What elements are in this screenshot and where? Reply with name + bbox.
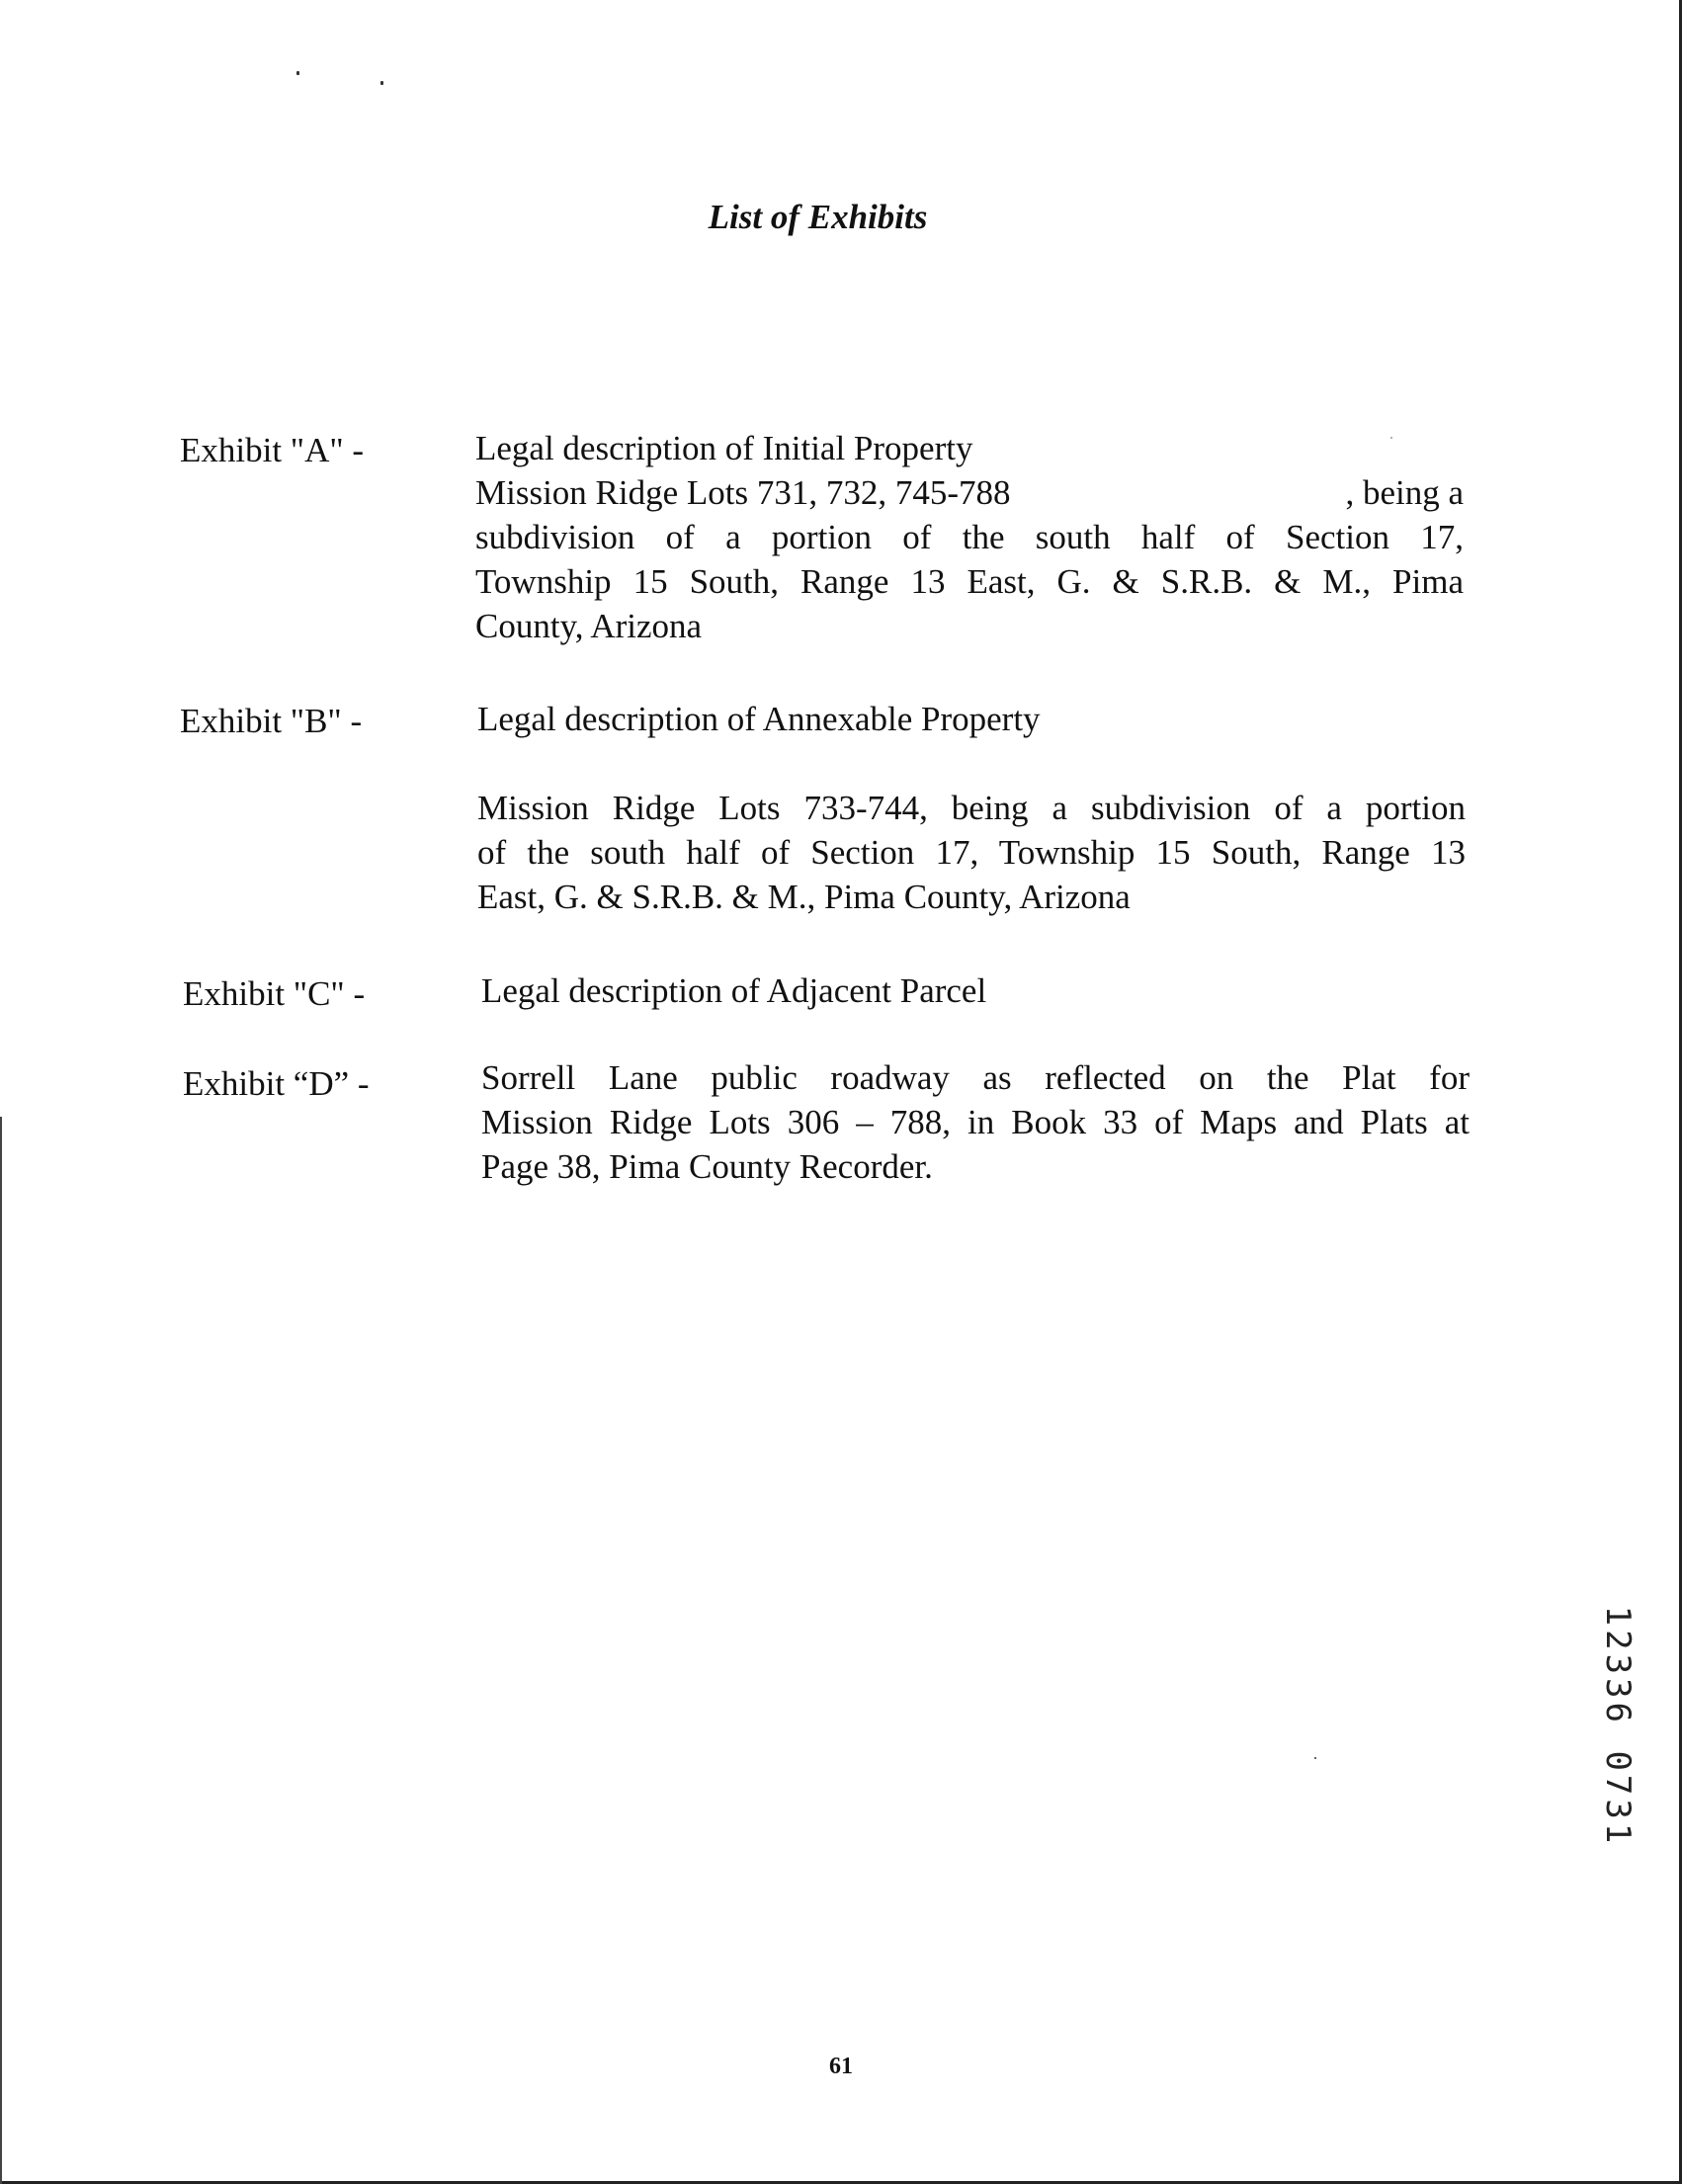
- exhibit-a-description: [475, 426, 1464, 648]
- exhibit-b-line-3: East, G. & S.R.B. & M., Pima County, Arizona: [477, 878, 1131, 916]
- scan-speck: [1314, 1757, 1316, 1759]
- exhibit-b-heading: Legal description of Annexable Property: [477, 700, 1041, 738]
- exhibit-a-being: , being a: [1345, 473, 1464, 512]
- recorder-stamp-number: 12336 0731: [1598, 1605, 1638, 1848]
- exhibit-a-line-3: Township 15 South, Range 13 East, G. & S.R.B. & M., Pima: [475, 562, 1464, 601]
- exhibit-d-line-3: Page 38, Pima County Recorder.: [481, 1147, 933, 1186]
- exhibit-a-label: Exhibit "A" -: [180, 431, 365, 469]
- exhibit-d-description: [481, 1055, 1470, 1189]
- exhibit-b-spacer: [477, 741, 1466, 786]
- scan-edge-mark: [0, 1117, 2, 2184]
- exhibit-c-heading: Legal description of Adjacent Parcel: [481, 971, 987, 1010]
- exhibit-a-line-2: subdivision of a portion of the south half of Section 17,: [475, 518, 1464, 556]
- exhibit-b-line-1: Mission Ridge Lots 733-744, being a subdivision of a portion: [477, 789, 1466, 827]
- exhibit-b-line-2: of the south half of Section 17, Township 15 South, Range 13: [477, 833, 1466, 872]
- exhibit-d-label: Exhibit “D” -: [183, 1064, 370, 1103]
- recorder-stamp: [1593, 1593, 1642, 1860]
- page-title: List of Exhibits: [708, 198, 928, 236]
- exhibit-a-line-1: [475, 470, 1464, 515]
- scan-speck: [380, 81, 383, 85]
- page-number: 61: [829, 2054, 853, 2079]
- scan-speck: [296, 71, 299, 75]
- exhibit-b-label: Exhibit "B" -: [180, 702, 363, 740]
- exhibit-c-description: [481, 968, 1470, 1013]
- exhibit-a-lots: Mission Ridge Lots 731, 732, 745-788: [475, 473, 1011, 512]
- exhibit-d-line-1: Sorrell Lane public roadway as reflected on the Plat for: [481, 1058, 1470, 1097]
- exhibit-a-heading: Legal description of Initial Property: [475, 429, 973, 467]
- exhibit-b-description: [477, 697, 1466, 919]
- exhibit-a-line-4: County, Arizona: [475, 607, 703, 645]
- exhibit-c-label: Exhibit "C" -: [183, 974, 366, 1013]
- exhibit-d-line-2: Mission Ridge Lots 306 – 788, in Book 33 of Maps and Plats at: [481, 1103, 1470, 1141]
